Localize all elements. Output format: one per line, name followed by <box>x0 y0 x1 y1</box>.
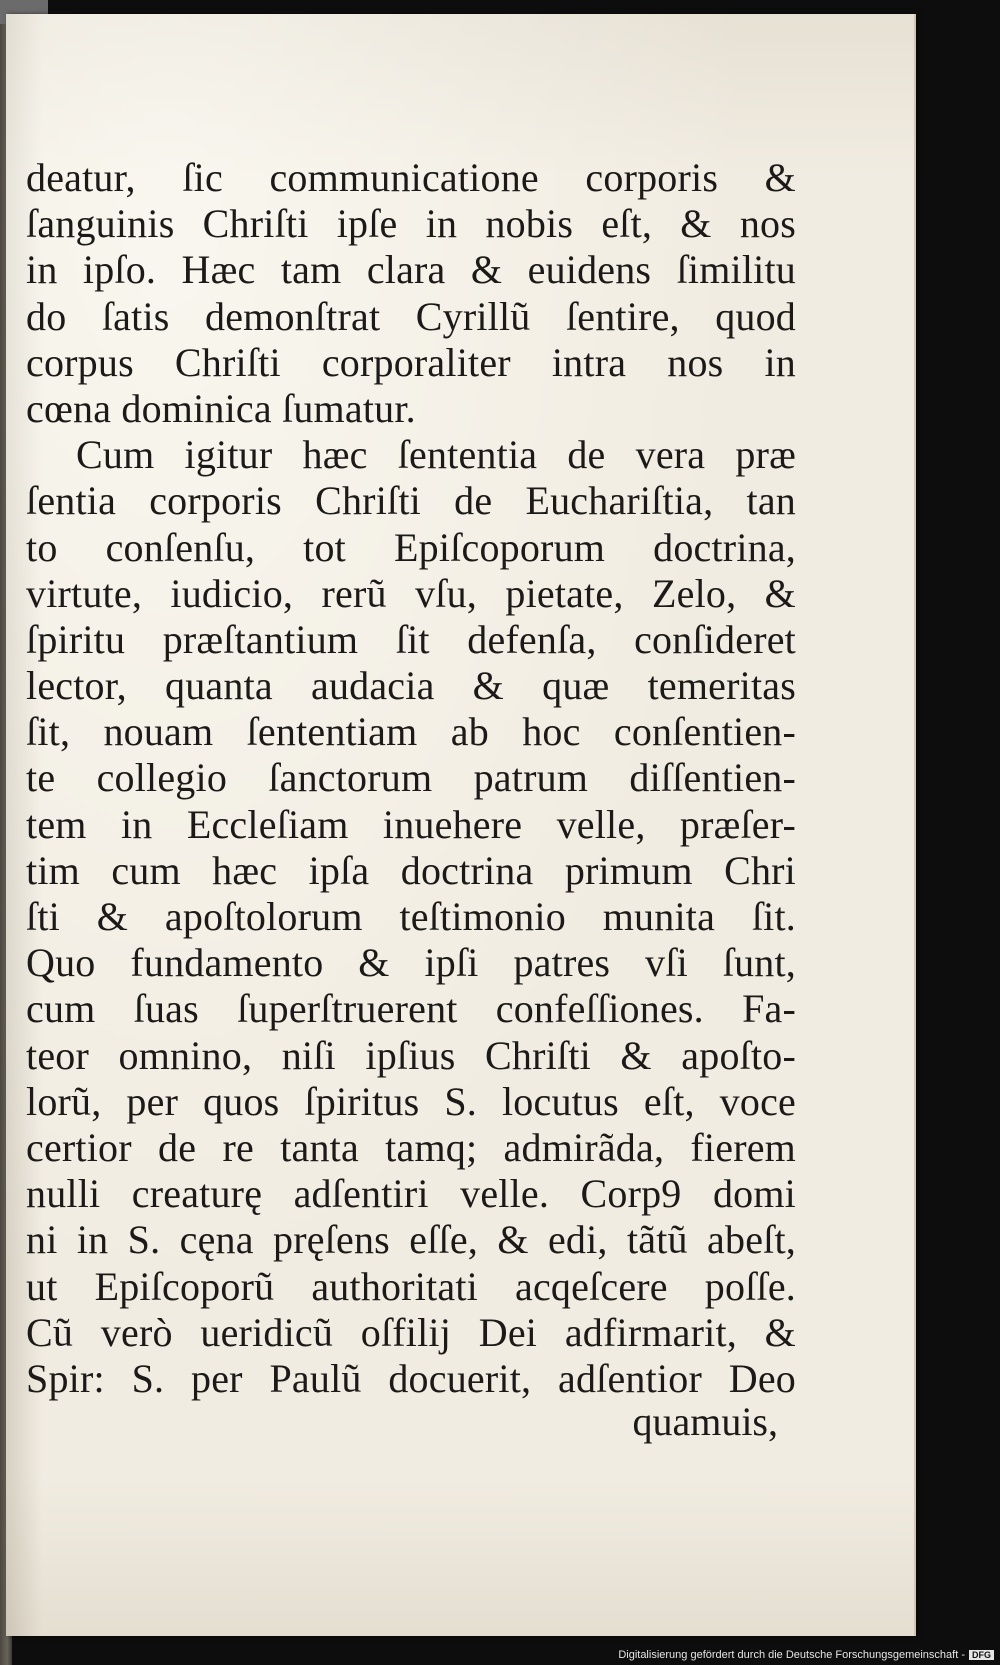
text-line: lector, quanta audacia & quæ temeritas <box>26 663 796 709</box>
text-line: te collegio ſanctorum patrum diſſentien- <box>26 755 796 801</box>
book-page <box>6 14 916 1636</box>
text-line: Spir: S. per Paulũ docuerit, adſentior Deo <box>26 1355 796 1401</box>
credit-text: Digitalisierung gefördert durch die Deutsche Forschungsgemeinschaft - <box>618 1649 965 1661</box>
text-line: ſentia corporis Chriſti de Euchariſtia, tan <box>26 478 796 524</box>
text-line: lorũ, per quos ſpiritus S. locutus eſt, voce <box>26 1078 796 1124</box>
text-line: teor omnino, niſi ipſius Chriſti & apoſto- <box>26 1032 796 1078</box>
text-line: Cũ verò ueridicũ oſfilij Dei adfirmarit, & <box>26 1309 796 1355</box>
text-line: ut Epiſcoporũ authoritati acqeſcere poſſe. <box>26 1263 796 1309</box>
catchword: quamuis, <box>632 1399 778 1444</box>
text-line: ſit, nouam ſententiam ab hoc conſentien- <box>26 709 796 755</box>
text-line: deatur, ſic communicatione corporis & <box>26 155 796 200</box>
page-text <box>26 155 796 1402</box>
text-line: ſpiritu præſtantium ſit defenſa, conſideret <box>26 616 796 662</box>
text-line: tim cum hæc ipſa doctrina primum Chri <box>26 847 796 893</box>
text-line: cum ſuas ſuperſtruerent confeſſiones. Fa- <box>26 986 796 1032</box>
text-line: corpus Chriſti corporaliter intra nos in <box>26 339 796 385</box>
text-line: ni in S. cęna pręſens eſſe, & edi, tãtũ abeſt, <box>26 1217 796 1263</box>
text-line: to conſenſu, tot Epiſcoporum doctrina, <box>26 524 796 570</box>
digitization-credit <box>618 1649 994 1661</box>
text-line: cœna dominica ſumatur. <box>26 385 416 431</box>
text-line: nulli creaturę adſentiri velle. Corp9 domi <box>26 1171 796 1217</box>
text-line: ſanguinis Chriſti ipſe in nobis eſt, & nos <box>26 201 796 247</box>
text-line: Cum igitur hæc ſententia de vera præ <box>76 432 796 478</box>
text-line: in ipſo. Hæc tam clara & euidens ſimilitu <box>26 247 796 293</box>
text-line: do ſatis demonſtrat Cyrillũ ſentire, quod <box>26 293 796 339</box>
text-line: ſti & apoſtolorum teſtimonio munita ſit. <box>26 894 796 939</box>
text-line: certior de re tanta tamq; admirãda, fierem <box>26 1124 796 1170</box>
text-line: tem in Eccleſiam inuehere velle, præſer- <box>26 801 796 847</box>
dfg-logo: DFG <box>969 1650 994 1660</box>
text-line: virtute, iudicio, rerũ vſu, pietate, Zelo, & <box>26 570 796 616</box>
text-line: Quo fundamento & ipſi patres vſi ſunt, <box>26 940 796 986</box>
